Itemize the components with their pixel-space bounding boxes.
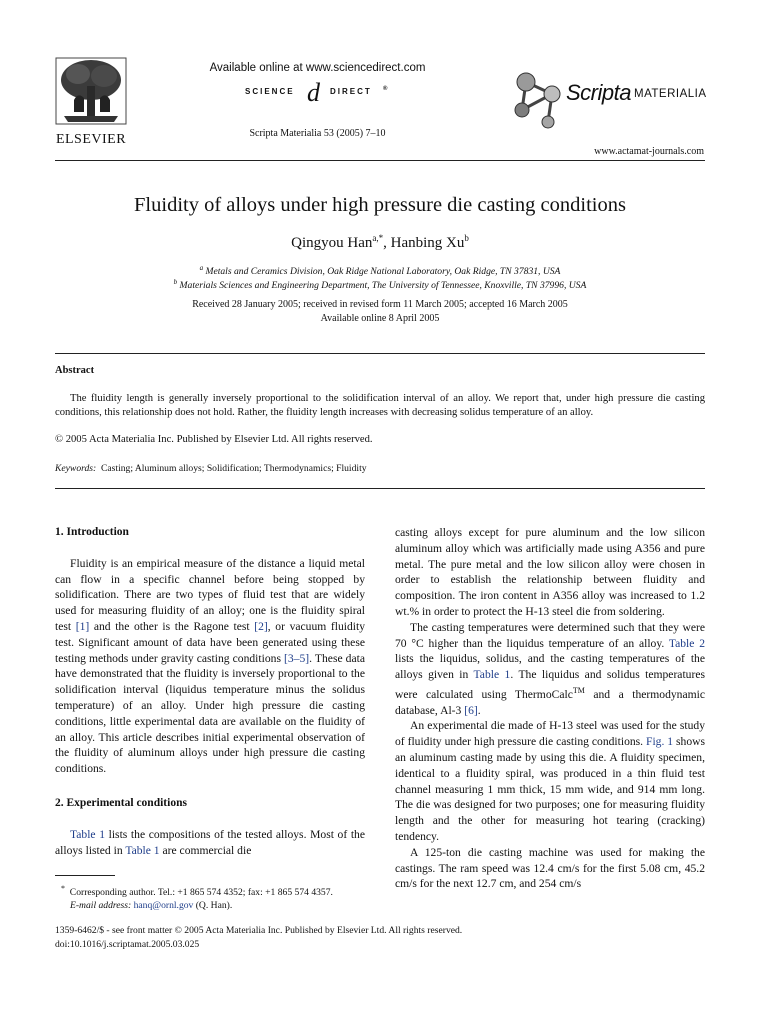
rp3-b: shows an aluminum casting made by using this die. A fluidity specimen, identical to a fluidity spiral, was produced in a thin fluid test channel measuring 1 mm thick, 15 mm wide, and 914 mm long. The die was designed for two purposes; one for measuring fluidity length and the other for measuring hot tearing (cracking) tendency. (395, 735, 706, 843)
section-introduction: 1. Introduction (55, 526, 129, 538)
scripta-logo (508, 68, 708, 138)
received-dates: Received 28 January 2005; received in revised form 11 March 2005; accepted 16 March 2005 (192, 299, 568, 310)
right-paragraph-2 (395, 620, 705, 719)
left-column (55, 525, 365, 858)
affiliation-b (55, 278, 705, 291)
author-han: Qingyou Han (291, 235, 373, 251)
available-online: Available online at www.sciencedirect.com (209, 62, 426, 74)
section-experimental: 2. Experimental conditions (55, 796, 187, 809)
doi: doi:10.1016/j.scriptamat.2005.03.025 (55, 939, 200, 950)
author-sep: , (383, 235, 391, 251)
elsevier-tree-icon (54, 56, 128, 126)
ref-2-link[interactable]: [2] (254, 619, 268, 633)
author-xu-sup: b (464, 233, 469, 243)
abstract-copyright: © 2005 Acta Materialia Inc. Published by Elsevier Ltd. All rights reserved. (55, 434, 373, 445)
header-rule (55, 160, 705, 161)
right-paragraph-1: casting alloys except for pure aluminum and the low silicon aluminum alloy which was artificially made using A356 and pure metal. The pure metal and the low silicon alloy were chosen in order to establish the relationship between fluidity and composition. The iron content in A356 alloy was increased to 1.2 wt.% in order to protect the H-13 steel die from soldering. (395, 526, 705, 618)
intro-text-d: . These data have demonstrated that the fluidity is inversely proportional to the solidification interval (liquidus temperature minus the solidus temperature) of an alloy. Under high pressure die casting conditions, little experimental data are available on the fluidity of an alloy. This article describes initial experimental observation of the fluidity of aluminum alloys under high pressure die casting conditions. (55, 651, 365, 776)
keywords-list: Casting; Aluminum alloys; Solidification; Thermodynamics; Fluidity (101, 463, 367, 474)
table-2-link[interactable]: Table 2 (668, 636, 705, 650)
intro-text-b: and the other is the Ragone test (89, 619, 255, 633)
rp3-a: An experimental die made of H-13 steel was used for the study of fluidity under high pressure die casting conditions. (395, 719, 705, 749)
aff-b-sup: b (173, 278, 178, 286)
footnote-contact: Corresponding author. Tel.: +1 865 574 4352; fax: +1 865 574 4357. (69, 887, 333, 899)
intro-text-c: , or vacuum fluidity test. Significant amount of data have been generated using these testing methods under gravity casting conditions (55, 619, 366, 665)
sd-left: SCIENCE (245, 87, 295, 96)
sd-right: DIRECT (330, 87, 372, 96)
aff-a-sup: a (199, 264, 204, 272)
rp2-c: . The liquidus and solidus temperatures were calculated using ThermoCalc (395, 668, 705, 701)
table-1-link[interactable]: Table 1 (70, 827, 105, 841)
right-column (395, 525, 705, 892)
aff-a-text: Metals and Ceramics Division, Oak Ridge National Laboratory, Oak Ridge, TN 37831, USA (205, 266, 561, 278)
exp-text-b: are commercial die (159, 843, 252, 857)
rp2-d: and a thermodynamic database, Al-3 (395, 687, 705, 717)
front-matter: 1359-6462/$ - see front matter © 2005 Acta Materialia Inc. Published by Elsevier Ltd. All rights reserved. (55, 925, 463, 936)
abstract-text: The fluidity length is generally inversely proportional to the solidification interval of an alloy. We report that, under high pressure die casting conditions, this relationship does not hold. Rather, the fluidity length increases with decreasing solidus temperature of an alloy. (55, 393, 705, 418)
ref-3-5-link[interactable]: [3–5] (284, 651, 310, 665)
scripta-molecule-icon (508, 68, 570, 130)
rp2-b: lists the liquidus, solidus, and the casting temperatures of the alloys given in (395, 652, 705, 682)
tm-mark: TM (572, 685, 585, 695)
journal-citation: Scripta Materialia 53 (2005) 7–10 (249, 128, 386, 139)
ref-1-link[interactable]: [1] (75, 619, 90, 633)
experimental-paragraph (55, 827, 365, 859)
keywords (55, 463, 705, 474)
sd-reg: ® (383, 86, 388, 92)
sciencedirect-logo (245, 80, 395, 108)
materialia-wordmark: MATERIALIA (634, 88, 707, 100)
footnote-email (55, 899, 367, 912)
table-1-link-3[interactable]: Table 1 (473, 668, 511, 682)
exp-text-a: lists the compositions of the tested alloys. Most of the alloys listed in (55, 827, 365, 857)
affiliation-a (55, 264, 705, 277)
authors (55, 233, 705, 252)
email-label: E-mail address: (70, 900, 132, 912)
email-link[interactable]: hanq@ornl.gov (133, 900, 194, 912)
footnote (55, 882, 367, 912)
abstract-heading: Abstract (55, 365, 95, 376)
intro-text-a: Fluidity is an empirical measure of the distance a liquid metal can flow in a specific channel before being stopped by solidification. There are two types of fluid test that are widely used for measuring fluidity of an alloy; one is the fluidity spiral test (55, 556, 365, 633)
sd-at-icon: d (307, 78, 320, 107)
article-title: Fluidity of alloys under high pressure die casting conditions (134, 194, 626, 216)
rp2-a: The casting temperatures were determined such that they were 70 °C higher than the liquidus temperature of an alloy. (395, 620, 705, 650)
fig-1-link[interactable]: Fig. 1 (646, 735, 674, 749)
journal-url[interactable]: www.actamat-journals.com (594, 146, 704, 157)
footnote-star: * (61, 884, 65, 893)
intro-paragraph (55, 556, 365, 777)
abstract-top-rule (55, 353, 705, 354)
ref-6-link[interactable]: [6] (464, 703, 478, 717)
email-tail: (Q. Han). (193, 900, 233, 912)
footnote-corresponding (55, 882, 367, 899)
scripta-wordmark: Scripta (566, 80, 631, 105)
elsevier-logo (54, 56, 128, 147)
publisher-name: ELSEVIER (55, 132, 127, 147)
available-date: Available online 8 April 2005 (320, 313, 440, 324)
rp2-e: . (477, 703, 481, 717)
aff-b-text: Materials Sciences and Engineering Department, The University of Tennessee, Knoxville, TN 37996, USA (179, 280, 587, 292)
keywords-label: Keywords: (55, 463, 97, 474)
author-han-sup: a,* (372, 233, 384, 243)
right-paragraph-3 (395, 718, 705, 844)
author-xu: Hanbing Xu (390, 235, 465, 251)
abstract-bottom-rule (55, 488, 705, 489)
table-1-link-2[interactable]: Table 1 (125, 843, 160, 857)
right-paragraph-4: A 125-ton die casting machine was used for making the castings. The ram speed was 12.4 cm/s for the first 5.08 cm, 45.2 cm/s for the next 12.7 cm, and 254 cm/s (395, 845, 705, 891)
footnote-rule (55, 875, 115, 876)
